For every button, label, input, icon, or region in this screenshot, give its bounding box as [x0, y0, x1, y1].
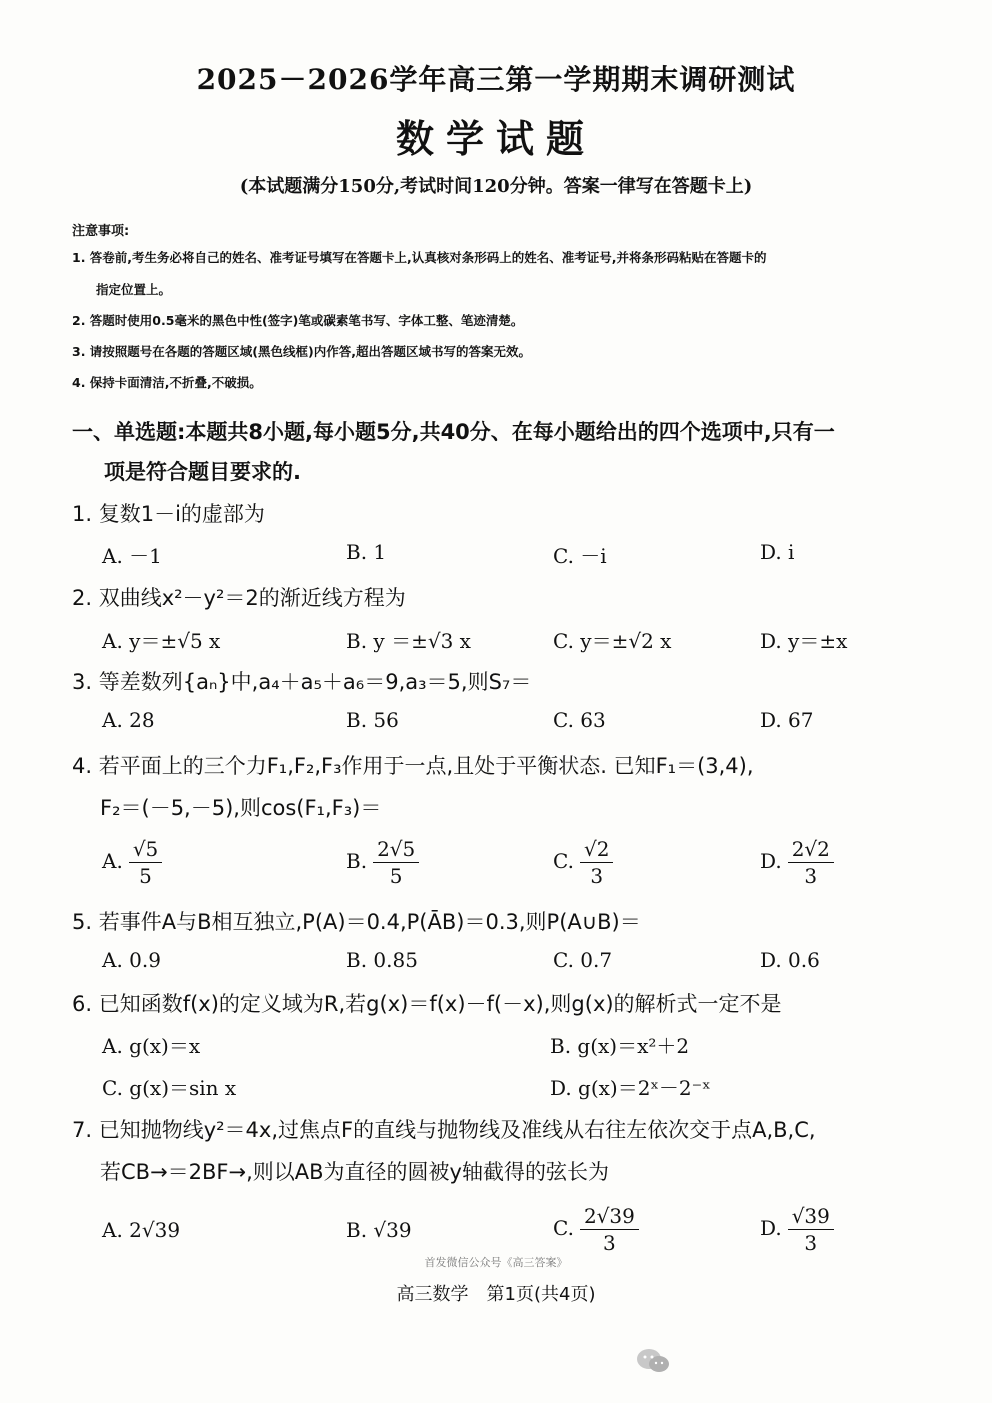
exam-subtitle: (本试题满分150分,考试时间120分钟。答案一律写在答题卡上) [239, 176, 753, 197]
option-label: D. [760, 1216, 782, 1240]
fraction [580, 1203, 639, 1256]
option [346, 836, 419, 889]
option: C. －i [553, 544, 607, 568]
fraction-numerator: √2 [580, 836, 613, 863]
fraction-denominator: 3 [804, 864, 818, 888]
fraction-numerator: 2√5 [373, 836, 419, 863]
fraction [373, 836, 419, 889]
note-item: 3. 请按照题号在各题的答题区域(黑色线框)内作答,超出答题区域书写的答案无效。 [72, 344, 531, 359]
option [102, 836, 162, 889]
option: B. 0.85 [346, 948, 418, 972]
option: B. 1 [346, 540, 387, 564]
wechat-icon [634, 1346, 674, 1376]
option: C. y＝±√2 x [553, 629, 672, 653]
question-stem: 1. 复数1－i的虚部为 [72, 502, 265, 526]
section-heading: 一、单选题:本题共8小题,每小题5分,共40分、在每小题给出的四个选项中,只有一 [72, 420, 835, 444]
fraction-denominator: 3 [804, 1231, 818, 1255]
option: A. 0.9 [102, 948, 161, 972]
option [760, 1203, 834, 1256]
fraction-denominator: 5 [389, 864, 403, 888]
notes-heading: 注意事项: [72, 224, 130, 239]
fraction [580, 836, 613, 889]
watermark: 首发微信公众号《高三答案》 [424, 1256, 568, 1269]
fraction-numerator: √5 [129, 836, 162, 863]
subject-title: 数学试题 [395, 116, 596, 161]
fraction-numerator: 2√2 [788, 836, 834, 863]
question-stem: 2. 双曲线x²－y²＝2的渐近线方程为 [72, 586, 406, 610]
fraction-denominator: 3 [590, 864, 604, 888]
fraction-denominator: 5 [139, 864, 152, 888]
option: A. y＝±√5 x [102, 629, 221, 653]
fraction-numerator: 2√39 [580, 1203, 639, 1230]
option: C. 0.7 [553, 948, 613, 972]
fraction [129, 836, 162, 889]
question-stem: 3. 等差数列{aₙ}中,a₄＋a₅＋a₆＝9,a₃＝5,则S₇＝ [72, 670, 532, 694]
option: B. g(x)＝x²＋2 [550, 1034, 690, 1058]
note-item: 2. 答题时使用0.5毫米的黑色中性(签字)笔或碳素笔书写、字体工整、笔迹清楚。 [72, 313, 524, 328]
option-label: B. [346, 849, 368, 873]
fraction-numerator: √39 [788, 1203, 834, 1230]
option-label: C. [553, 1216, 574, 1240]
option: C. 63 [553, 708, 606, 732]
option: C. g(x)＝sin x [102, 1076, 237, 1100]
option-label: A. [102, 849, 123, 873]
note-item: 1. 答卷前,考生务必将自己的姓名、准考证号填写在答题卡上,认真核对条形码上的姓名、准考证号,并将条形码粘贴在答题卡的 [72, 250, 767, 265]
option: A. 28 [102, 708, 155, 732]
option: D. g(x)＝2ˣ－2⁻ˣ [550, 1076, 711, 1100]
question-stem: 6. 已知函数f(x)的定义域为R,若g(x)＝f(x)－f(－x),则g(x)的解析式一定不是 [72, 992, 782, 1016]
option: B. y ＝±√3 x [346, 629, 471, 653]
option [553, 836, 613, 889]
fraction [788, 1203, 834, 1256]
option-label: D. [760, 849, 782, 873]
option: A. g(x)＝x [102, 1034, 201, 1058]
fraction [788, 836, 834, 889]
question-stem: 4. 若平面上的三个力F₁,F₂,F₃作用于一点,且处于平衡状态. 已知F₁＝(3,4), [72, 754, 754, 778]
option-label: C. [553, 849, 574, 873]
option [553, 1203, 639, 1256]
option: D. 67 [760, 708, 814, 732]
exam-title: 2025－2026学年高三第一学期期末调研测试 [196, 63, 796, 96]
question-stem-cont: 若CB→＝2BF→,则以AB为直径的圆被y轴截得的弦长为 [100, 1160, 609, 1184]
section-heading-cont: 项是符合题目要求的. [104, 460, 301, 484]
option: D. i [760, 540, 795, 564]
question-stem: 5. 若事件A与B相互独立,P(A)＝0.4,P(ĀB)＝0.3,则P(A∪B)＝ [72, 910, 641, 934]
option [760, 836, 834, 889]
note-item: 指定位置上。 [96, 282, 172, 297]
option: D. 0.6 [760, 948, 820, 972]
option: D. y＝±x [760, 629, 848, 653]
fraction-denominator: 3 [603, 1231, 616, 1255]
option: B. 56 [346, 708, 399, 732]
page-footer: 高三数学 第1页(共4页) [396, 1284, 596, 1305]
option: B. √39 [346, 1218, 412, 1242]
option: A. －1 [102, 544, 162, 568]
question-stem-cont: F₂＝(－5,－5),则cos(F₁,F₃)＝ [100, 796, 382, 820]
question-stem: 7. 已知抛物线y²＝4x,过焦点F的直线与抛物线及准线从右往左依次交于点A,B,C, [72, 1118, 816, 1142]
note-item: 4. 保持卡面清洁,不折叠,不破损。 [72, 375, 262, 390]
option: A. 2√39 [102, 1218, 181, 1242]
